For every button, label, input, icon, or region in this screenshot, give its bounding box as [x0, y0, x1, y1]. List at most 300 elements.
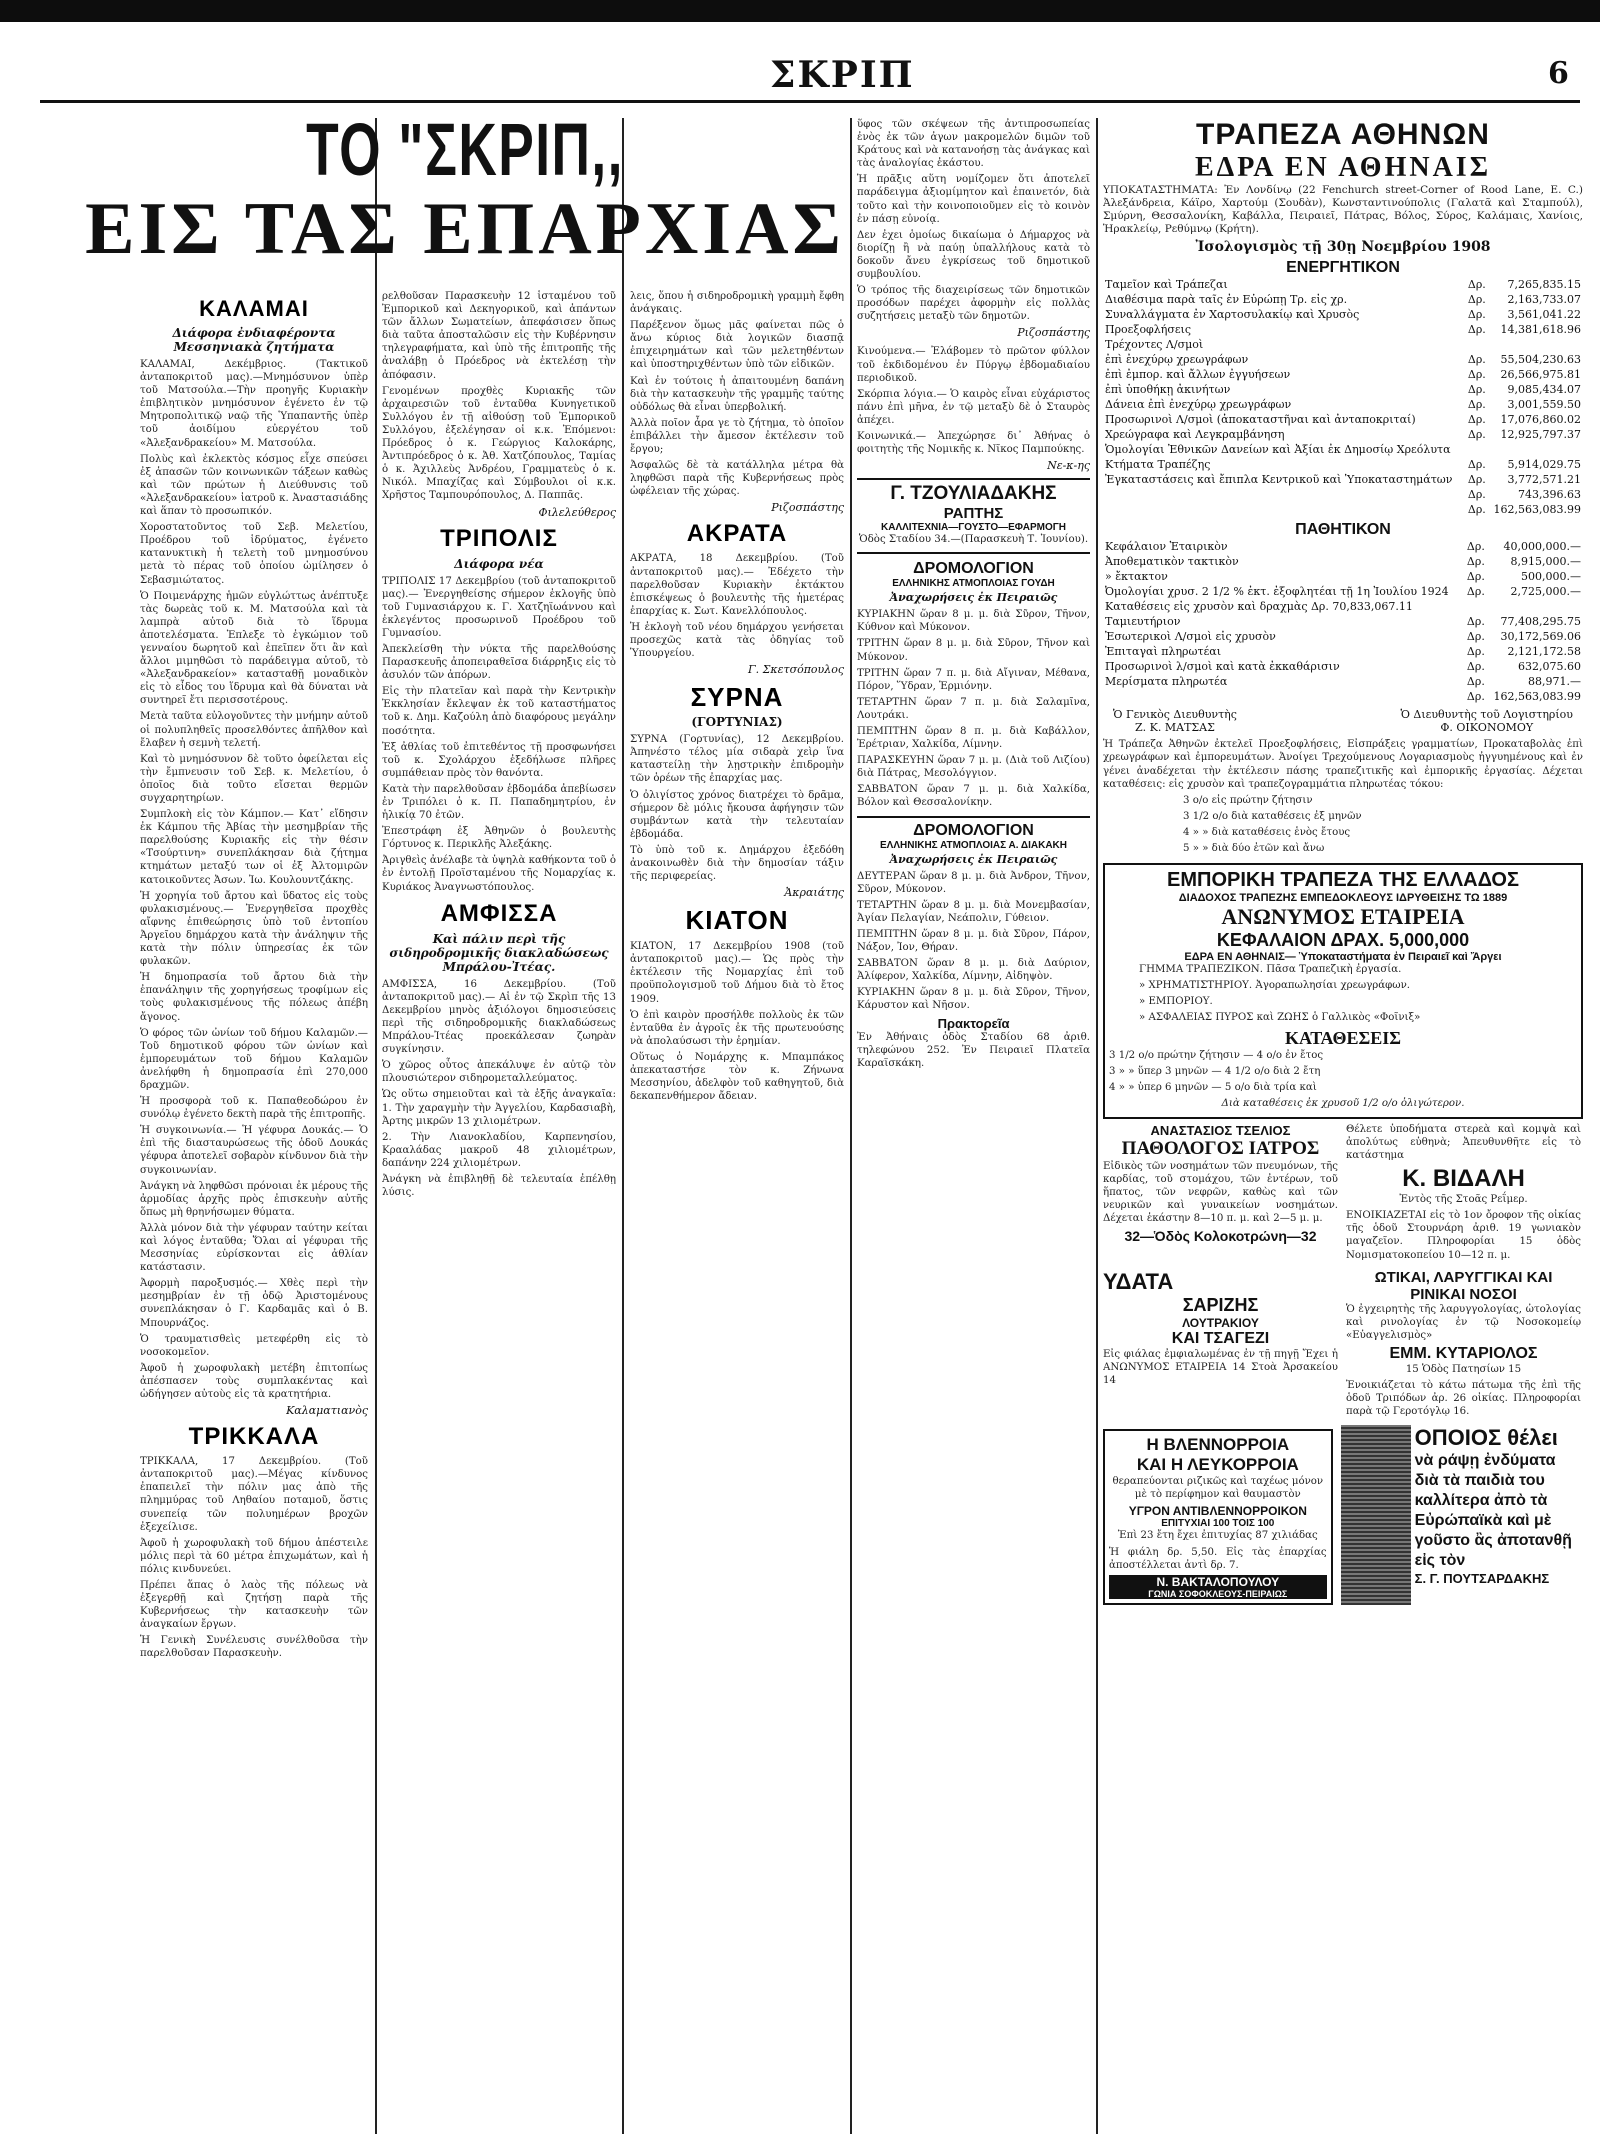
- paragraph: ΤΕΤΑΡΤΗΝ ὥραν 7 π. μ. διὰ Σαλαμῖνα, Λουτράκι.: [857, 696, 1090, 721]
- commercial-bank-services: [1139, 963, 1577, 1024]
- kalamai-signature: Καλαματιανὸς: [286, 1404, 368, 1418]
- paragraph: Κοινωνικά.— Ἀπεχώρησε δι᾽ Ἀθήνας ὁ φοιτητὴς τῆς Νομικῆς κ. Νῖκος Παμπούκης.: [857, 430, 1090, 456]
- column-1: [140, 290, 368, 2130]
- col4-notices-signature: Νε-κ-ης: [1047, 459, 1090, 473]
- balance-value: [1489, 442, 1583, 457]
- tripolis-heading: ΤΡΙΠΟΛΙΣ: [440, 524, 558, 552]
- balance-label: » ἔκτακτον: [1105, 570, 1168, 584]
- banner-headline: ΤΟ "ΣΚΡΙΠ,,: [306, 108, 624, 191]
- paragraph: Ὡς οὕτω σημειοῦται καὶ τὰ ἑξῆς ἀναγκαῖα: 1. Τὴν χαραγμὴν τὴν Ἀγγελίου, Καρδασιαβὴ, Ἀρτης μικρῶν 13 χιλιομέτρων.: [382, 1089, 616, 1127]
- tripolis-article: [382, 575, 616, 894]
- balance-value: [1489, 337, 1583, 352]
- paragraph: Ἀσφαλῶς δὲ τὰ κατάλληλα μέτρα θὰ ληφθῶσι παρὰ τῆς Κυβερνήσεως πρὸς ὠφέλειαν τῆς χώρας.: [630, 460, 844, 498]
- paragraph: Ἡ συγκοινωνία.— Ἡ γέφυρα Δουκάς.— Ὁ ἐπὶ τῆς διασταυρώσεως τῆς ὁδοῦ Δουκάς γέφυρα ἀποτελεῖ σοβαρὸν κίνδυνον διὰ τὴν συγκοινωνίαν.: [140, 1125, 368, 1176]
- currency-label: Δρ.: [1467, 368, 1486, 382]
- column-5: [1103, 118, 1583, 2134]
- doctor-title: ΠΑΘΟΛΟΓΟΣ ΙΑΤΡΟΣ: [1121, 1137, 1320, 1159]
- balance-label: Συναλλάγματα ἐν Χαρτοσυλακίῳ καὶ Χρυσὸς: [1105, 308, 1360, 322]
- paragraph: Ὁ ἐπὶ καιρὸν προσήλθε πολλοὺς ἐκ τῶν ἐνταῦθα ἐν ἀγροῖς ἐκ τῆς πρωτευούσης νὰ ἀπολαύσωσι τὴν ἐρημίαν.: [630, 1009, 844, 1047]
- paragraph: Ὁ Ποιμενάρχης ἡμῶν εὐγλώττως ἀνέπτυξε τὰς δωρεὰς τοῦ κ. Μ. Ματσούλα καὶ τὰ λαμπρὰ αὐτοῦ διὰ τὸ ἵδρυμα ἀποτελέσματα. Ἐπλεξε τὸ ἐγκώμιον τοῦ γενναίου δωρητοῦ καὶ ἐπεῖπεν ὅτι ἂν καὶ ἄλλοι μιμηθῶσι τὸ παράδειγμα αὐτοῦ, τὸ «Ἀλεξανδρακείον» κατασταθῇ μοναδικὸν εἰς τὸ εἶδος του ἵδρυμα καὶ θὰ δύναται νὰ συντηρεῖ ἔτι περισσοτέρους.: [140, 590, 368, 707]
- balance-value: 3,561,041.22: [1507, 308, 1581, 322]
- balance-label: [1103, 689, 1465, 704]
- balance-row: [1103, 292, 1583, 307]
- balance-label: Κτήματα Τραπέζης: [1105, 458, 1211, 472]
- kalamai-heading: ΚΑΛΑΜΑΙ: [199, 296, 309, 321]
- balance-value: 7,265,835.15: [1507, 278, 1581, 292]
- balance-row: [1103, 584, 1583, 599]
- commercial-bank-note: Διὰ καταθέσεις ἐκ χρυσοῦ 1/2 ο/ο ὀλιγώτερον.: [1221, 1097, 1465, 1109]
- balance-row: [1103, 382, 1583, 397]
- boy-illustration: [1341, 1425, 1411, 1605]
- balance-row: [1103, 569, 1583, 584]
- currency-label: [1466, 337, 1489, 352]
- balance-row: [1103, 442, 1583, 457]
- masthead: [0, 54, 1600, 98]
- scan-top-border: [0, 0, 1600, 22]
- akrata-heading: ΑΚΡΑΤΑ: [686, 520, 788, 548]
- schedule-2-offices-title: Πρακτορεῖα: [937, 1015, 1010, 1031]
- bank-athens-seat: ΕΔΡΑ ΕΝ ΑΘΗΝΑΙΣ: [1194, 152, 1492, 183]
- vidali-address: Ἐντὸς τῆς Στοᾶς Ρεΐμερ.: [1399, 1194, 1528, 1206]
- paragraph: Σκόρπια λόγια.— Ὁ καιρὸς εἶναι εὐχάριστος πάνυ ἐπὶ μῆνα, ἐν τῷ μεταξὺ δὲ ὁ Σταυρὸς ἀπέχει.: [857, 388, 1090, 426]
- balance-value: 12,925,797.37: [1500, 428, 1581, 442]
- balance-row: [1103, 599, 1583, 614]
- ent-ad: [1346, 1269, 1581, 1422]
- balance-value: 8,915,000.—: [1510, 555, 1581, 569]
- col4-signature: Ριζοσπάστης: [1017, 326, 1090, 340]
- paragraph: ΣΑΒΒΑΤΟΝ ὥραν 8 μ. μ. διὰ Δαύριον, Ἀλίφερον, Χαλκίδα, Λίμνην, Αἰδηψὸν.: [857, 958, 1090, 983]
- balance-value: 743,396.63: [1518, 488, 1581, 502]
- currency-label: Δρ.: [1467, 278, 1486, 292]
- balance-label: Προσωρινοὶ Λ/σμοὶ (ἀποκαταστῆναι καὶ ἀνταποκριταί): [1105, 413, 1416, 427]
- balance-label: [1103, 487, 1466, 502]
- column-divider: [622, 118, 624, 2134]
- syrna-subheading: (ΓΟΡΤΥΝΙΑΣ): [691, 715, 783, 730]
- balance-row: [1103, 539, 1583, 554]
- waters-title: ΥΔΑΤΑ: [1103, 1268, 1174, 1294]
- paragraph: 3 ο/ο εἰς πρώτην ζήτησιν: [1183, 794, 1313, 806]
- paragraph: Ἡ χορηγία τοῦ ἄρτου καὶ ὕδατος εἰς τοὺς φυλακισμένους.— Ἐνεργηθεῖσα προχθὲς αἴφνης ἐπιθεώρησις ὑπὸ τοῦ ἐντοπίου Ἀργεῖου δημάρχου κατὰ τὴν ἀνάληψιν τῆς κατὰ τὴν πόλιν ὑπηρεσίας ἐκ τῶν φυλακῶν.: [140, 890, 368, 968]
- balance-row: [1103, 367, 1583, 382]
- balance-row: [1103, 487, 1583, 502]
- col4-article: [857, 118, 1090, 323]
- clinic-ad: [1103, 1429, 1333, 1604]
- currency-label: Δρ.: [1466, 555, 1485, 569]
- commercial-bank-deposits: [1109, 1049, 1577, 1094]
- syrna-signature: Ἀκραιάτης: [784, 886, 844, 900]
- ent-text: Ὁ ἐγχειρητὴς τῆς λαρυγγολογίας, ὠτολογίας καὶ ρινολογίας ἐν τῷ Νοσοκομείῳ «Εὐαγγελισμὸς»: [1346, 1303, 1581, 1341]
- balance-value: 55,504,230.63: [1500, 353, 1581, 367]
- paragraph: ΠΑΡΑΣΚΕΥΗΝ ὥραν 7 μ. μ. (Διὰ τοῦ Λιζίου) διὰ Πάτρας, Μεσολόγγιον.: [857, 755, 1090, 780]
- paragraph: ΤΡΙΠΟΛΙΣ 17 Δεκεμβρίου (τοῦ ἀνταποκριτοῦ μας).— Ἐνεργηθείσης σήμερον ἐκλογῆς ὑπὸ τοῦ Γυμνασιάρχου κ. Γ. Χατζηϊωάννου καὶ ἐκλεγέντος προσωρινοῦ Προέδρου τοῦ Γυμνασίου.: [382, 575, 616, 639]
- balance-row: [1103, 277, 1583, 292]
- currency-label: Δρ.: [1467, 383, 1486, 397]
- balance-value: 2,121,172.58: [1507, 645, 1581, 659]
- currency-label: Δρ.: [1467, 428, 1486, 442]
- balance-value: 88,971.—: [1528, 675, 1581, 689]
- column-2: [382, 290, 616, 2130]
- paragraph: ΔΕΥΤΕΡΑΝ ὥραν 8 μ. μ. διὰ Ἀνδρον, Τῆνον, Σῦρον, Μύκονον.: [857, 870, 1090, 895]
- paragraph: Ἀνάγκη νὰ ληφθῶσι πρόνοιαι ἐκ μέρους τῆς ἀρμοδίας ἀρχῆς πρὸς ἐπισκευὴν αὐτῆς ὅπως μὴ θρηνήσωμεν θύματα.: [140, 1180, 368, 1218]
- balance-label: Προσωρινοὶ λ/σμοὶ καὶ κατὰ ἐκκαθάρισιν: [1105, 660, 1340, 674]
- clinic-shop: Ν. ΒΑΚΤΑΛΟΠΟΥΛΟΥ: [1109, 1575, 1327, 1589]
- paragraph: Παρέξενον ὅμως μᾶς φαίνεται πῶς ὁ ἄνω κύριος διὰ λογικῶν διασπᾷ ἐπιχειρημάτων καὶ τῶν μελετηθέντων καὶ ὑποστηριχθέντων ὑπὸ τῶν εἰδικῶν.: [630, 320, 844, 371]
- balance-row: [1103, 307, 1583, 322]
- paragraph: Ἡ Γενικὴ Συνέλευσις συνέλθοῦσα τὴν παρελθοῦσαν Παρασκευὴν.: [140, 1635, 368, 1660]
- newspaper-title: ΣΚΡΙΠ: [770, 54, 915, 96]
- clinic-shop-address: ΓΩΝΙΑ ΣΟΦΟΚΛΕΟΥΣ-ΠΕΙΡΑΙΩΣ: [1109, 1589, 1327, 1599]
- bank-rates: [1183, 794, 1583, 855]
- balance-value: 30,172,569.06: [1500, 630, 1581, 644]
- balance-row: [1103, 337, 1583, 352]
- bank-signatories: [1113, 708, 1573, 734]
- schedule-2-title: ΔΡΟΜΟΛΟΓΙΟΝ: [913, 821, 1034, 839]
- kiaton-article: [630, 940, 844, 1103]
- balance-row: [1103, 629, 1583, 644]
- amfissa-subheading: Καὶ πάλιν περὶ τῆς σιδηροδρομικῆς διακλαδώσεως Μπράλου-Ἰτέας.: [389, 931, 609, 974]
- paragraph: ὕφος τῶν σκέψεων τῆς ἀντιπροσωπείας ἐνὸς ἐκ τῶν ἀγων μακρομελῶν διμῶν τοῦ Κράτους καὶ νὰ κατανοήσῃ τὰς ἀνάγκας καὶ τὰς ἀναλογίας ἐκάστου.: [857, 119, 1090, 170]
- balance-row: [1103, 502, 1583, 517]
- balance-row: [1103, 322, 1583, 337]
- paragraph: » ΧΡΗΜΑΤΙΣΤΗΡΙΟΥ. Ἀγοραπωλησίαι χρεωγράφων.: [1139, 980, 1411, 992]
- doctor-address: 32—Ὁδὸς Κολοκοτρώνη—32: [1124, 1228, 1317, 1245]
- balance-value: 500,000.—: [1521, 570, 1581, 584]
- paragraph: 3 1/2 ο/ο πρώτην ζήτησιν — 4 ο/ο ἐν ἔτος: [1109, 1049, 1324, 1061]
- accounting-director-label: Ὁ Διευθυντὴς τοῦ Λογιστηρίου: [1400, 708, 1573, 722]
- currency-label: Δρ.: [1466, 585, 1485, 599]
- balance-label: ἐπὶ ὑποθήκῃ ἀκινήτων: [1105, 383, 1231, 397]
- balance-label: ἐπὶ ἐμπορ. καὶ ἄλλων ἐγγυήσεων: [1105, 368, 1291, 382]
- kalamai-article: [140, 358, 368, 1401]
- paragraph: Ἀλλὰ ποῖον ἆρα γε τὸ ζήτημα, τὸ ὁποῖον ἐπιβάλλει τὴν ἄμεσον ἐκτέλεσιν τοῦ ἔργου;: [630, 417, 844, 456]
- schedule-1: [857, 560, 1090, 809]
- kalamai-subheading: Διάφορα ἐνδιαφέροντα Μεσσηνιακὰ ζητήματα: [172, 326, 336, 354]
- ent-address: 15 Ὁδὸς Πατησίων 15: [1405, 1363, 1522, 1375]
- balance-label: Τρέχοντες Λ/σμοὶ: [1105, 338, 1204, 352]
- paragraph: Ἀλλὰ μόνον διὰ τὴν γέφυραν ταύτην κείται καὶ λόγος ἐνταῦθα; Ὅλαι αἱ γέφυραι τῆς Μεσσηνίας εὑρίσκονται εἰς ἀθλίαν κατάστασιν.: [140, 1222, 368, 1274]
- clinic-brand: ΥΓΡΟΝ ΑΝΤΙΒΛΕΝΝΟΡΡΟΙΚΟΝ: [1128, 1504, 1307, 1519]
- balance-value: 3,772,571.21: [1507, 473, 1581, 487]
- clinic-title-2: ΚΑΙ Η ΛΕΥΚΟΡΡΟΙΑ: [1136, 1455, 1299, 1475]
- balance-value: 40,000,000.—: [1503, 540, 1581, 554]
- ent-title: ΩΤΙΚΑΙ, ΛΑΡΥΓΓΙΚΑΙ ΚΑΙ ΡΙΝΙΚΑΙ ΝΟΣΟΙ: [1374, 1268, 1553, 1303]
- balance-row: [1103, 412, 1583, 427]
- paragraph: ΚΥΡΙΑΚΗΝ ὥραν 8 μ. μ. διὰ Σῦρον, Τῆνον, Κάρυστον καὶ Νῆσον.: [857, 987, 1090, 1012]
- amfissa-article: [382, 978, 616, 1200]
- banner-subheadline: ΕΙΣ ΤΑΣ ΕΠΑΡΧΙΑΣ: [85, 188, 845, 270]
- paragraph: 3 1/2 ο/ο διὰ καταθέσεις ἐξ μηνῶν: [1183, 810, 1362, 822]
- bank-footnote: Ἡ Τράπεζα Ἀθηνῶν ἐκτελεῖ Προεξοφλήσεις, Εἰσπράξεις γραμματίων, Προκαταβολὰς ἐπὶ χρεωγράφων καὶ ἐμπορευμάτων. Ἀνοίγει Τρεχούμενους Λογαριασμοὺς ἠγγυημένους καὶ ἐν γένει ἀναδέχεται τὴν ἐκτέλεσιν πάσης τραπεζιτικῆς καὶ ἐμπορικῆς ἐργασίας. Δέχεται καταθέσεις: εἰς χρυσὸν καὶ τραπεζογραμμάτια πληρωτέας τόκου:: [1103, 739, 1583, 790]
- clinic-note: Ἐπὶ 23 ἔτη ἔχει ἐπιτυχίας 87 χιλιάδας: [1117, 1530, 1318, 1542]
- childrens-tailor-ad: [1341, 1425, 1583, 1608]
- doctor-text: Εἰδικὸς τῶν νοσημάτων τῶν πνευμόνων, τῆς καρδίας, τοῦ στομάχου, τῶν ἐντέρων, τοῦ ἥπατος, τῶν νεφρῶν, καθὼς καὶ τῶν νευρικῶν καὶ γυναικείων νοσημάτων. Δέχεται ἑκάστην 8—10 π. μ. καὶ 2—5 μ. μ.: [1103, 1160, 1338, 1225]
- currency-label: Δρ.: [1466, 630, 1485, 644]
- vidali-ad: [1346, 1123, 1581, 1265]
- balance-label: Χρεώγραφα καὶ Λεγκραμβάνηση: [1105, 428, 1285, 442]
- paragraph: Γενομένων προχθὲς Κυριακῆς τῶν ἀρχαιρεσιῶν τοῦ ἐνταῦθα Κυνηγετικοῦ Συλλόγου ἐν τῇ αἰθούσῃ τοῦ Ἐμπορικοῦ Συλλόγου, ἐξελέγησαν οἱ κ.κ. Ἐπόμενοι: Πρόεδρος ὁ κ. Γεώργιος Καλοκάρης, Ἀντιπρόεδρος ὁ κ. Ἀθ. Χατζόπουλος, Ταμίας ὁ κ. Ἀχιλλεὺς Ἀνδρέου, Γραμματεὺς ὁ κ. Νικόλ. Μπαχίζας καὶ Σύμβουλοι οἱ κ.κ. Χρῆστος Ταμπουρόπουλος, Δ. Παππᾶς.: [382, 385, 616, 502]
- commercial-bank-seat: ΕΔΡΑ ΕΝ ΑΘΗΝΑΙΣ— Ὑποκαταστήματα ἐν Πειραιεῖ καὶ Ἄργει: [1184, 951, 1502, 964]
- schedule-2-offices: Ἐν Ἀθήναις ὁδὸς Σταδίου 68 ἀριθ. τηλεφώνου 252. Ἐν Πειραιεῖ Πλατεῖα Καραϊσκάκη.: [857, 1031, 1090, 1069]
- balance-label: Ἐπιταγαὶ πληρωτέαι: [1105, 645, 1222, 659]
- col3-intro-signature: Ριζοσπάστης: [771, 501, 844, 515]
- balance-row: [1103, 472, 1583, 487]
- column-3: [630, 290, 844, 2130]
- balance-row: [1103, 659, 1583, 674]
- balance-row: [1103, 554, 1583, 569]
- balance-value: 26,566,975.81: [1500, 368, 1581, 382]
- currency-label: Δρ.: [1467, 458, 1486, 472]
- commercial-bank-title: ΕΜΠΟΡΙΚΗ ΤΡΑΠΕΖΑ ΤΗΣ ΕΛΛΑΔΟΣ: [1167, 869, 1519, 892]
- bank-balance-title: Ἰσολογισμὸς τῇ 30ῃ Νοεμβρίου 1908: [1195, 239, 1491, 256]
- col2-intro-article: [382, 290, 616, 503]
- paragraph: Κινούμενα.— Ἐλάβομεν τὸ πρῶτον φύλλον τοῦ ἐκδιδομένου ἐν Πύργῳ ἑβδομαδιαίου περιοδικοῦ.: [857, 346, 1090, 384]
- paragraph: ΑΚΡΑΤΑ, 18 Δεκεμβρίου. (Τοῦ ἀνταποκριτοῦ μας).— Ἐδέχετο τὴν παρελθοῦσαν Κυριακὴν ἐκτάκτου ἐπισκέψεως ὁ βουλευτὴς τῆς ἡμετέρας ἐπαρχίας κ. Σωτ. Κανελλόπουλος.: [630, 553, 844, 617]
- paragraph: Ἡ προσφορὰ τοῦ κ. Παπαθεοδώρου ἐν συνόλῳ ἐγένετο δεκτὴ παρὰ τῆς ἐπιτροπῆς.: [140, 1096, 368, 1121]
- balance-value: 14,381,618.96: [1500, 323, 1581, 337]
- paragraph: ΤΡΙΚΚΑΛΑ, 17 Δεκεμβρίου. (Τοῦ ἀνταποκριτοῦ μας).—Μέγας κίνδυνος ἐπαπειλεῖ τὴν πόλιν μας ἀπὸ τῆς πλημμύρας τοῦ Ληθαίου ποταμοῦ, ὅστις συνεπείᾳ τῶν πολυημέρων βροχῶν ἐξεχείλισε.: [140, 1456, 368, 1533]
- general-director-label: Ὁ Γενικὸς Διευθυντὴς: [1113, 708, 1237, 722]
- paragraph: Ἀφοῦ ἡ χωροφυλακὴ τοῦ δήμου ἀπέστειλε μόλις περὶ τὰ 60 μέτρα ἐπιχωμάτων, καὶ ἡ πόλις κινδυνεύει.: [140, 1537, 368, 1575]
- paragraph: Πρέπει ἅπας ὁ λαὸς τῆς πόλεως νὰ ἐξεγερθῇ καὶ ζητήσῃ παρὰ τῆς Κυβερνήσεως τὴν κατασκευὴν τῶν ἀναγκαίων ἔργων.: [140, 1579, 368, 1631]
- balance-label: Καταθέσεις εἰς χρυσὸν καὶ δραχμὰς Δρ. 70,833,067.11: [1105, 600, 1413, 614]
- paragraph: Ὁ ὀλιγίστος χρόνος διατρέχει τὸ δρᾶμα, σήμερον δὲ μόλις ἤκουσα ἀφήγησιν τῶν συμβάντων κατὰ τὴν τελευταίαν ἑβδομάδα.: [630, 789, 844, 840]
- paragraph: ρελθοῦσαν Παρασκευὴν 12 ἱσταμένου τοῦ Ἐμπορικοῦ καὶ Δεκηγορικοῦ, καὶ ἁπάντων τῶν ἄλλων Σωματείων, ἀπεφάσισεν ὅπως διὰ ταῦτα ἀποσταλῶσιν εἰς τὴν Κυβέρνησιν τηλεγραφήματα, καὶ ὑπὸ τῆς ἐπιτροπῆς τῆς ἀναλάβῃ ὁ Πρόεδρος νὰ ἐκτελέσῃ τὴν ἀπόφασιν.: [382, 291, 616, 381]
- column-divider: [1096, 118, 1098, 2134]
- paragraph: Ἀφορμὴ παροξυσμός.— Χθὲς περὶ τὴν μεσημβρίαν ἐν τῇ ὁδῷ Ἀριστομένους συνεπλάκησαν ὁ Γ. Καρδαμᾶς καὶ ὁ Β. Μπουρνάζος.: [140, 1278, 368, 1329]
- currency-label: Δρ.: [1467, 413, 1486, 427]
- currency-label: Δρ.: [1467, 503, 1486, 517]
- clinic-title-1: Η ΒΛΕΝΝΟΡΡΟΙΑ: [1146, 1435, 1290, 1455]
- paragraph: Χοροστατοῦντος τοῦ Σεβ. Μελετίου, Προέδρου τοῦ ἱδρύματος, ἐγένετο κατανυκτικὴ ἡ τελετὴ τοῦ μνημοσύνου μετὰ τὸ πέρας τοῦ ὁποίου ὡμίλησεν ὁ Σεβασμιώτατος.: [140, 522, 368, 586]
- paragraph: ΣΑΒΒΑΤΟΝ ὥραν 7 μ. μ. διὰ Χαλκίδα, Βόλον καὶ Θεσσαλονίκην.: [857, 784, 1090, 809]
- waters-sub: ΛΟΥΤΡΑΚΙΟΥ: [1182, 1315, 1259, 1330]
- commercial-bank-type: ΑΝΩΝΥΜΟΣ ΕΤΑΙΡΕΙΑ: [1221, 904, 1465, 930]
- waters-ad: [1103, 1269, 1338, 1422]
- tailor-name: Γ. ΤΖΟΥΛΙΑΔΑΚΗΣ: [890, 483, 1057, 505]
- paragraph: Οὕτως ὁ Νομάρχης κ. Μπαμπάκος ἀπεκαταστήσε τὸν κ. Ζήνωνα Μεσσηνίου, ἀδελφὸν τοῦ καθηγητοῦ, διὰ δεκαπενθήμερον ἄδειαν.: [630, 1051, 844, 1103]
- paragraph: ΓΗΜΜΑ ΤΡΑΠΕΖΙΚΟΝ. Πᾶσα Τραπεζικὴ ἐργασία.: [1139, 964, 1402, 976]
- bank-athens-branches: ΥΠΟΚΑΤΑΣΤΗΜΑΤΑ: Ἐν Λονδίνῳ (22 Fenchurch street-Corner of Rood Lane, E. C.) Ἀλεξάνδρεια, Κάϊρο, Χαρτούμ (Σουδὰν), Κωνσταντινούπολις (Γαλατᾶ καὶ Σταμπούλ), Σμύρνη, Θεσσαλονίκη, Καβάλλα, Πειραιεῖ, Πάτρας, Βόλος, Σύρος, Καλάμαις, Χανίοις, Ἡρακλείῳ, Ρεθύμνῳ (Κρήτη).: [1103, 184, 1583, 236]
- balance-row: [1103, 644, 1583, 659]
- paragraph: Ὁ χῶρος οὗτος ἀπεκάλυψε ἐν αὐτῷ τὸν πλουσιώτερον σιδηρομεταλλεύματος.: [382, 1060, 616, 1085]
- tailor-slogan: ΚΑΛΛΙΤΕΧΝΙΑ—ΓΟΥΣΤΟ—ΕΦΑΡΜΟΓΗ: [881, 522, 1066, 534]
- col3-intro-article: [630, 290, 844, 498]
- doctor-ad: [1103, 1123, 1338, 1265]
- paragraph: Ἀφοῦ ἡ χωροφυλακὴ μετέβη ἐπιτοπίως ἀπέσπασεν τοὺς συμπλακέντας καὶ ὡδήγησεν αὐτοὺς εἰς τὰ κρατητήρια.: [140, 1362, 368, 1401]
- tailor2-hook: ΟΠΟΙΟΣ θέλει: [1414, 1425, 1558, 1451]
- balance-label: Ταμεῖον καὶ Τράπεζαι: [1105, 278, 1228, 292]
- akrata-article: [630, 552, 844, 660]
- paragraph: Ἡ δημοπρασία τοῦ ἄρτου διὰ τὴν ἐπανάληψιν τῆς χορηγήσεως τροφίμων εἰς τοὺς φυλακισμένους τῆς πόλεως ἀπέβη ἄγονος.: [140, 972, 368, 1023]
- col4-notices: [857, 345, 1090, 456]
- schedule-1-rows: [857, 608, 1090, 809]
- clinic-since: ΕΠΙΤΥΧΙΑΙ 100 ΤΟΙΣ 100: [1161, 1518, 1275, 1530]
- ads-row-1: [1103, 1123, 1583, 1265]
- schedule-1-departures: Ἀναχωρήσεις ἐκ Πειραιῶς: [889, 591, 1058, 605]
- balance-row: [1103, 674, 1583, 689]
- currency-label: Δρ.: [1466, 570, 1485, 584]
- balance-label: Δάνεια ἐπὶ ἐνεχύρῳ χρεωγράφων: [1105, 398, 1292, 412]
- tailor2-name: Σ. Γ. ΠΟΥΤΣΑΡΔΑΚΗΣ: [1414, 1571, 1550, 1587]
- akrata-signature: Γ. Σκετσόπουλος: [747, 663, 844, 677]
- currency-label: [1466, 442, 1489, 457]
- paragraph: Πολὺς καὶ ἐκλεκτὸς κόσμος εἶχε σπεύσει ἐξ ἁπασῶν τῶν κοινωνικῶν τάξεων καθὼς καὶ τῶν πρώτων ἡ Διεύθυνσις τοῦ «Ἀλεξανδρακείου» ἰατροῦ κ. Ἀναστασιάδης καὶ ἅπαν τὸ προσωπικόν.: [140, 453, 368, 518]
- balance-label: Κεφάλαιον Ἑταιρικὸν: [1105, 540, 1228, 554]
- balance-value: 2,725,000.—: [1510, 585, 1581, 599]
- balance-row: [1103, 397, 1583, 412]
- balance-row: [1103, 352, 1583, 367]
- paragraph: 4 » » ὑπερ 6 μηνῶν — 5 ο/ο διὰ τρία καὶ: [1109, 1081, 1317, 1093]
- column-4: [857, 118, 1090, 2134]
- balance-row: [1103, 689, 1583, 704]
- tailor-address: Ὁδὸς Σταδίου 34.—(Παρασκευὴ Τ. Ἰουνίου).: [858, 534, 1089, 546]
- column-divider: [850, 118, 852, 2134]
- ads-row-3: [1103, 1425, 1583, 1608]
- paragraph: ΣΥΡΝΑ (Γορτυνίας), 12 Δεκεμβρίου. Ἀπηνέστο τέλος μία σιδαρὰ χεὶρ ἵνα καταστείλῃ τὴν λῃστρικὴν ἐπιδρομὴν τῶν ὁρέων τῆς ἐπαρχίας μας.: [630, 734, 844, 785]
- schedule-2-company: ΕΛΛΗΝΙΚΗΣ ΑΤΜΟΠΛΟΙΑΣ Α. ΔΙΑΚΑΚΗ: [880, 839, 1067, 851]
- general-director-name: Ζ. Κ. ΜΑΤΣΑΣ: [1135, 721, 1215, 735]
- paragraph: ΠΕΜΠΤΗΝ ὥραν 8 μ. μ. διὰ Σῦρον, Πάρον, Νάξον, Ἰον, Θήραν.: [857, 928, 1090, 954]
- balance-value: 5,914,029.75: [1507, 458, 1581, 472]
- paragraph: » ΕΜΠΟΡΙΟΥ.: [1139, 996, 1213, 1008]
- tailor-role: ΡΑΠΤΗΣ: [943, 505, 1004, 523]
- syrna-article: [630, 733, 844, 883]
- masthead-rule: [40, 100, 1580, 103]
- vidali-name: Κ. ΒΙΔΑΛΗ: [1402, 1165, 1525, 1193]
- col2-intro-signature: Φιλελεύθερος: [538, 505, 616, 519]
- currency-label: Δρ.: [1466, 675, 1485, 689]
- balance-value: 632,075.60: [1518, 660, 1581, 674]
- paragraph: 3 » » ὕπερ 3 μηνῶν — 4 1/2 ο/ο διὰ 2 ἔτη: [1109, 1065, 1321, 1077]
- section-banner: [70, 110, 860, 268]
- balance-label: ἐπὶ ἐνεχύρῳ χρεωγράφων: [1105, 353, 1249, 367]
- schedule-1-title: ΔΡΟΜΟΛΟΓΙΟΝ: [913, 560, 1034, 578]
- paragraph: Καὶ ἐν τούτοις ἡ ἀπαιτουμένη δαπάνη διὰ τὴν κατασκευὴν τῆς γραμμῆς ταύτης οὐδόλως θὰ εἶναι ὑπερβολική.: [630, 375, 844, 413]
- balance-value: 9,085,434.07: [1507, 383, 1581, 397]
- balance-label: Ταμιευτήριον: [1105, 615, 1181, 629]
- balance-label: Ἐγκαταστάσεις καὶ ἔπιπλα Κεντρικοῦ καὶ Ὑποκαταστημάτων: [1105, 473, 1453, 487]
- ads-row-2: [1103, 1269, 1583, 1422]
- paragraph: Ἀριγθεὶς ἀνέλαβε τὰ ὑψηλὰ καθήκοντα τοῦ ὁ ἐν ἐντολῇ Προϊσταμένου τῆς Νομαρχίας κ. Κυριάκος Ἀναγνωστόπουλος.: [382, 855, 616, 893]
- currency-label: Δρ.: [1466, 645, 1485, 659]
- balance-value: 162,563,083.99: [1493, 503, 1581, 517]
- currency-label: Δρ.: [1467, 293, 1486, 307]
- rent-notice-2: Ἐνοικιάζεται τὸ κάτω πάτωμα τῆς ἐπὶ τῆς ὁδοῦ Τριπόδων ἀρ. 26 οἰκίας. Πληροφορίαι παρὰ τῷ Γεροτόγλῳ 16.: [1346, 1380, 1581, 1418]
- paragraph: Ἐπεστράφη ἐξ Ἀθηνῶν ὁ βουλευτὴς Γόρτυνος κ. Περικλῆς Ἀλεξάκης.: [382, 826, 616, 851]
- paragraph: 4 » » διὰ καταθέσεις ἑνὸς ἔτους: [1183, 826, 1351, 838]
- accounting-director-name: Φ. ΟΙΚΟΝΟΜΟΥ: [1440, 721, 1534, 735]
- balance-label: Ἐσωτερικοὶ Λ/σμοὶ εἰς χρυσὸν: [1105, 630, 1276, 644]
- paragraph: Ἐξ ἀθλίας τοῦ ἐπιτεθέντος τῇ προσφωνήσει τοῦ κ. Σχολάρχου ἐξεδήλωσε πλῆρες συμπάθειαν πρὸς τὸν θανόντα.: [382, 741, 616, 779]
- balance-value: 162,563,083.99: [1493, 690, 1581, 704]
- tripolis-subheading: Διάφορα νέα: [454, 556, 544, 571]
- paragraph: 2. Τὴν Λιανοκλαδίου, Καρπενησίου, Κρααλάδας μακροῦ 48 χιλιομέτρων, δαπάνην 224 χιλιομέτρων.: [382, 1131, 616, 1169]
- liabilities-table: [1103, 539, 1583, 704]
- balance-label: [1103, 502, 1466, 517]
- trikala-heading: ΤΡΙΚΚΑΛΑ: [188, 1423, 320, 1451]
- paragraph: Τὸ ὑπὸ τοῦ κ. Δημάρχου ἐξεδόθη ἀνακοινωθὲν διὰ τὴν δημοσίαν τάξιν τῆς περιφερείας.: [630, 844, 844, 883]
- paragraph: ΤΕΤΑΡΤΗΝ ὥραν 8 μ. μ. διὰ Μονεμβασίαν, Ἀγίαν Πελαγίαν, Νεάπολιν, Γύθειον.: [857, 899, 1090, 924]
- currency-label: Δρ.: [1467, 473, 1486, 487]
- liabilities-title: ΠΑΘΗΤΙΚΟΝ: [1295, 521, 1391, 539]
- waters-name: ΣΑΡΙΖΗΣ: [1182, 1294, 1259, 1315]
- paragraph: Ὁ τρόπος τῆς διαχειρίσεως τῶν δημοτικῶν προσόδων παρέχει ἀφορμὴν εἰς πολλὰς συζητήσεις μεταξὺ τῶν δημοτῶν.: [857, 285, 1090, 323]
- balance-value: 2,163,733.07: [1507, 293, 1581, 307]
- commercial-bank-ad: [1103, 863, 1583, 1119]
- currency-label: Δρ.: [1467, 488, 1486, 502]
- paragraph: λεις, ὅπου ἡ σιδηροδρομικὴ γραμμὴ ἔφθη ἀνάγκαις.: [630, 291, 844, 316]
- currency-label: Δρ.: [1467, 398, 1486, 412]
- tailor-ad: [857, 478, 1090, 554]
- schedule-2-departures: Ἀναχωρήσεις ἐκ Πειραιῶς: [889, 852, 1058, 866]
- trikala-article: [140, 1455, 368, 1660]
- balance-value: [1488, 599, 1583, 614]
- paragraph: 5 » » διὰ δύο ἐτῶν καὶ ἄνω: [1183, 843, 1325, 855]
- currency-label: Δρ.: [1466, 540, 1485, 554]
- balance-label: Ὀμολογίαι χρυσ. 2 1/2 % ἐκτ. ἐξοφλητέαι τῇ 1η Ἰουλίου 1924: [1105, 585, 1449, 599]
- currency-label: Δρ.: [1466, 660, 1485, 674]
- paragraph: Ὁ τραυματισθεὶς μετεφέρθη εἰς τὸ νοσοκομεῖον.: [140, 1333, 368, 1358]
- commercial-bank-capital: ΚΕΦΑΛΑΙΟΝ ΔΡΑΧ. 5,000,000: [1216, 930, 1470, 951]
- clinic-price: Ἡ φιάλη δρ. 5,50. Εἰς τὰς ἐπαρχίας ἀποστέλλεται ἀντὶ δρ. 7.: [1109, 1546, 1327, 1571]
- balance-label: Διαθέσιμα παρὰ ταῖς ἐν Εὐρώπῃ Τρ. εἰς χρ.: [1105, 293, 1348, 307]
- paragraph: Δεν ἐχει ὁμοίως δικαίωμα ὁ Δήμαρχος νὰ διορίζῃ ἢ νὰ παύῃ ὑπαλλήλους κατὰ τὸ δοκοῦν ἄνευ ἐγκρίσεως τοῦ δημοτικοῦ συμβουλίου.: [857, 229, 1090, 281]
- currency-label: Δρ.: [1466, 690, 1485, 704]
- schedule-2: [857, 816, 1090, 1070]
- ent-name: ΕΜΜ. ΚΥΤΑΡΙΟΛΟΣ: [1389, 1344, 1538, 1362]
- paragraph: Κατὰ τὴν παρελθοῦσαν ἑβδομάδα ἀπεβίωσεν ἐν Τριπόλει ὁ κ. Π. Παπαδημητρίου, ἐν ἡλικίᾳ 70 ἐτῶν.: [382, 783, 616, 822]
- rent-notice: ΕΝΟΙΚΙΑΖΕΤΑΙ εἰς τὸ 1ον ὄροφον τῆς οἰκίας τῆς ὁδοῦ Στουρνάρη ἀριθ. 19 γωνιακὸν μαγαζεῖον. Πληροφορίαι 15 ὁδὸς Νομισματοκοπείου 10—12 π. μ.: [1346, 1210, 1581, 1261]
- currency-label: [1465, 599, 1488, 614]
- paragraph: ΚΙΑΤΟΝ, 17 Δεκεμβρίου 1908 (τοῦ ἀνταποκριτοῦ μας).— Ὡς πρὸς τὴν ἐκτέλεσιν τῆς Νομαρχίας ἐπὶ τοῦ προϋπολογισμοῦ τοῦ Δήμου διὰ τὸ ἔτος 1909.: [630, 941, 844, 1005]
- balance-row: [1103, 427, 1583, 442]
- paragraph: ΠΕΜΠΤΗΝ ὥραν 8 π. μ. διὰ Καβάλλον, Ἐρέτριαν, Χαλκίδα, Λίμνην.: [857, 726, 1090, 751]
- waters-text: Εἰς φιάλας ἐμφιαλωμένας ἐν τῇ πηγῇ Ἔχει ἡ ΑΝΩΝΥΜΟΣ ΕΤΑΙΡΕΙΑ 14 Στοὰ Ἀρσακείου 14: [1103, 1348, 1338, 1386]
- column-divider: [375, 118, 377, 2134]
- balance-value: 3,001,559.50: [1507, 398, 1581, 412]
- paragraph: ΤΡΙΤΗΝ ὥραν 7 π. μ. διὰ Αἴγιναν, Μέθανα, Πόρον, Ὕδραν, Ἑρμιόνην.: [857, 667, 1090, 692]
- paragraph: Ἀπεκλείσθη τὴν νύκτα τῆς παρελθούσης Παρασκευῆς ἀποπειραθεῖσα διάρρηξις εἰς τὸ ἀσυλόν τῶν ἀπόρων.: [382, 643, 616, 682]
- currency-label: Δρ.: [1467, 353, 1486, 367]
- paragraph: » ΑΣΦΑΛΕΙΑΣ ΠΥΡΟΣ καὶ ΖΩΗΣ ὁ Γαλλικὸς «Φοῖνιξ»: [1139, 1012, 1421, 1024]
- waters-brand: ΚΑΙ ΤΣΑΓΕΖΙ: [1171, 1329, 1270, 1347]
- assets-table: [1103, 277, 1583, 517]
- amfissa-heading: ΑΜΦΙΣΣΑ: [440, 899, 558, 927]
- balance-label: Ἀποθεματικὸν τακτικὸν: [1105, 555, 1239, 569]
- paragraph: Ἡ ἐκλογὴ τοῦ νέου δημάρχου γενήσεται προσεχῶς κατὰ τὰς ὁδηγίας τοῦ Ὑπουργείου.: [630, 621, 844, 660]
- paragraph: Ἀνάγκη νὰ ἐπιβληθῇ δὲ τελευταία ἐπέλθῃ λύσις.: [382, 1173, 616, 1199]
- syrna-heading: ΣΥΡΝΑ: [690, 682, 784, 713]
- page-number: 6: [1548, 56, 1569, 91]
- currency-label: Δρ.: [1467, 308, 1486, 322]
- vidali-lead: Θέλετε ὑποδήματα στερεὰ καὶ κομψὰ καὶ ἀπολύτως εὐθηνὰ; Ἀπευθυνθῆτε εἰς τὸ κατάστημα: [1346, 1123, 1581, 1162]
- assets-title: ΕΝΕΡΓΗΤΙΚΟΝ: [1286, 259, 1400, 277]
- balance-row: [1103, 614, 1583, 629]
- doctor-name: ΑΝΑΣΤΑΣΙΟΣ ΤΣΕΛΙΟΣ: [1150, 1122, 1291, 1138]
- bank-athens-title: ΤΡΑΠΕΖΑ ΑΘΗΝΩΝ: [1196, 118, 1490, 151]
- balance-label: Μερίσματα πληρωτέα: [1105, 675, 1228, 689]
- commercial-bank-sub: ΔΙΑΔΟΧΟΣ ΤΡΑΠΕΖΗΣ ΕΜΠΕΔΟΚΛΕΟΥΣ ΙΔΡΥΘΕΙΣΗΣ ΤΩ 1889: [1178, 892, 1508, 905]
- paragraph: Μετὰ ταῦτα εὐλογοῦντες τὴν μνήμην αὐτοῦ οἱ πολυπληθεῖς προσελθόντες ἀπῆλθον καὶ ἔλαβεν ἡ σεμνὴ τελετή.: [140, 711, 368, 749]
- schedule-1-company: ΕΛΛΗΝΙΚΗΣ ΑΤΜΟΠΛΟΙΑΣ ΓΟΥΔΗ: [892, 578, 1055, 590]
- paragraph: ΑΜΦΙΣΣΑ, 16 Δεκεμβρίου. (Τοῦ ἀνταποκριτοῦ μας).— Αἱ ἐν τῷ Σκρὶπ τῆς 13 Δεκεμβρίου μηνὸς ἀξιόλογοι δημοσιεύσεις περὶ τῆς σιδηροδρομικῆς διακλαδώσεως Μπράλου-Ἰτέας προεκάλεσαν ζωηρὰν συγκίνησιν.: [382, 978, 616, 1056]
- tailor2-text: νὰ ράψῃ ἐνδύματα διὰ τὰ παιδιὰ του καλλίτερα ἀπὸ τὰ Εὐρώπαϊκὰ καὶ μὲ γοῦστο ἂς ἀποτανθῇ εἰς τὸν: [1414, 1452, 1572, 1570]
- balance-row: [1103, 457, 1583, 472]
- paragraph: Εἰς τὴν πλατεῖαν καὶ παρὰ τὴν Κεντρικὴν Ἐκκλησίαν ἔκλεψαν ἐκ τοῦ καταστήματος τοῦ κ. Δημ. Καζούλη ἀπὸ διαφόρους μεγάλην ποσότητα.: [382, 686, 616, 737]
- balance-value: 17,076,860.02: [1500, 413, 1581, 427]
- balance-value: 77,408,295.75: [1500, 615, 1581, 629]
- currency-label: Δρ.: [1466, 615, 1485, 629]
